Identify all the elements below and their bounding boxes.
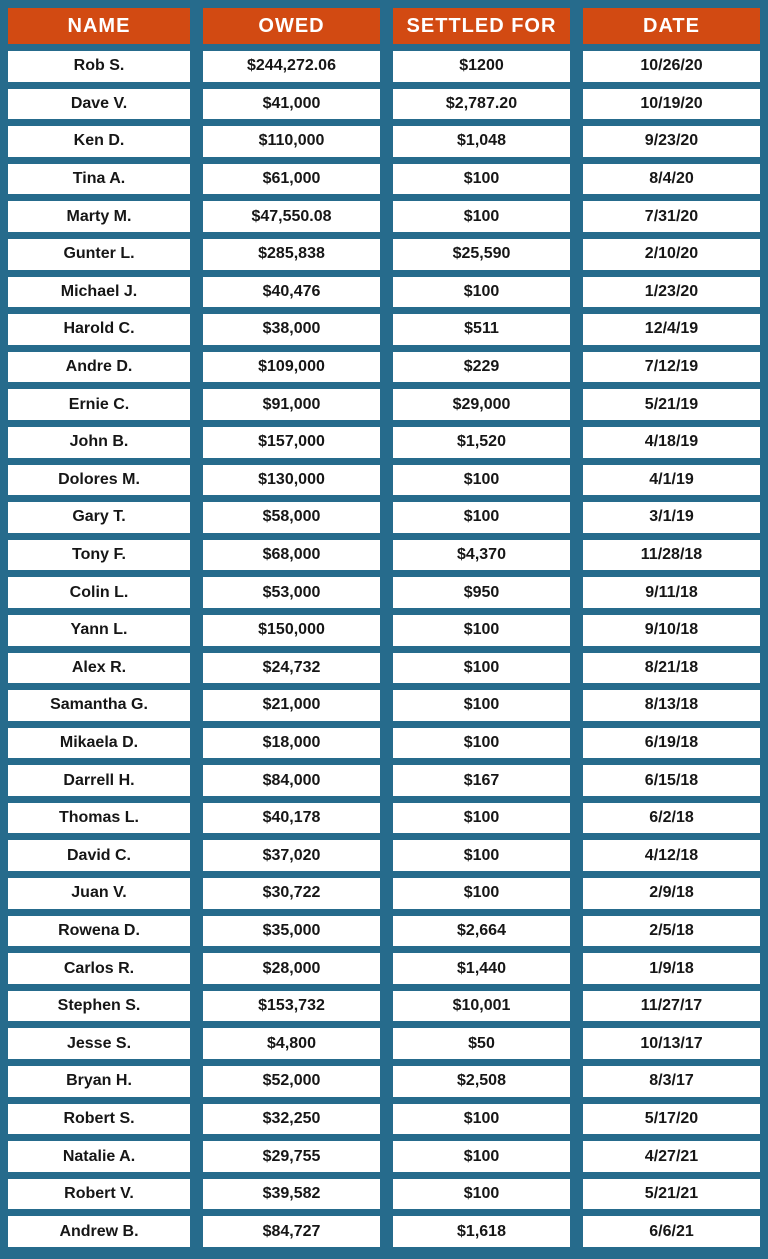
cell-date: 2/5/18 — [583, 916, 760, 947]
cell-name: Bryan H. — [8, 1066, 190, 1097]
cell-owed: $84,727 — [203, 1216, 380, 1247]
cell-name: Tina A. — [8, 164, 190, 195]
cell-owed: $40,476 — [203, 277, 380, 308]
cell-date: 2/10/20 — [583, 239, 760, 270]
cell-name: Thomas L. — [8, 803, 190, 834]
cell-name: Yann L. — [8, 615, 190, 646]
cell-date: 2/9/18 — [583, 878, 760, 909]
cell-owed: $30,722 — [203, 878, 380, 909]
cell-settled-for: $2,664 — [393, 916, 570, 947]
cell-owed: $35,000 — [203, 916, 380, 947]
cell-name: Tony F. — [8, 540, 190, 571]
cell-name: Michael J. — [8, 277, 190, 308]
cell-date: 4/12/18 — [583, 840, 760, 871]
cell-date: 11/28/18 — [583, 540, 760, 571]
cell-owed: $4,800 — [203, 1028, 380, 1059]
cell-name: Mikaela D. — [8, 728, 190, 759]
cell-name: Andre D. — [8, 352, 190, 383]
cell-date: 8/3/17 — [583, 1066, 760, 1097]
cell-owed: $68,000 — [203, 540, 380, 571]
cell-date: 9/23/20 — [583, 126, 760, 157]
cell-settled-for: $100 — [393, 840, 570, 871]
cell-name: Jesse S. — [8, 1028, 190, 1059]
cell-settled-for: $950 — [393, 577, 570, 608]
cell-name: Dolores M. — [8, 465, 190, 496]
cell-date: 6/19/18 — [583, 728, 760, 759]
cell-settled-for: $100 — [393, 615, 570, 646]
cell-date: 6/15/18 — [583, 765, 760, 796]
cell-settled-for: $100 — [393, 1141, 570, 1172]
cell-date: 8/4/20 — [583, 164, 760, 195]
cell-owed: $285,838 — [203, 239, 380, 270]
cell-settled-for: $100 — [393, 1104, 570, 1135]
cell-name: Gary T. — [8, 502, 190, 533]
cell-owed: $91,000 — [203, 389, 380, 420]
cell-date: 7/12/19 — [583, 352, 760, 383]
cell-date: 1/23/20 — [583, 277, 760, 308]
cell-owed: $47,550.08 — [203, 201, 380, 232]
cell-owed: $28,000 — [203, 953, 380, 984]
cell-owed: $157,000 — [203, 427, 380, 458]
cell-settled-for: $10,001 — [393, 991, 570, 1022]
cell-date: 6/2/18 — [583, 803, 760, 834]
cell-owed: $61,000 — [203, 164, 380, 195]
cell-settled-for: $100 — [393, 502, 570, 533]
cell-date: 5/21/19 — [583, 389, 760, 420]
cell-owed: $130,000 — [203, 465, 380, 496]
cell-date: 3/1/19 — [583, 502, 760, 533]
cell-settled-for: $100 — [393, 277, 570, 308]
cell-name: Dave V. — [8, 89, 190, 120]
cell-name: Carlos R. — [8, 953, 190, 984]
cell-name: David C. — [8, 840, 190, 871]
cell-date: 5/21/21 — [583, 1179, 760, 1210]
cell-date: 10/19/20 — [583, 89, 760, 120]
cell-name: Robert S. — [8, 1104, 190, 1135]
cell-owed: $58,000 — [203, 502, 380, 533]
cell-owed: $40,178 — [203, 803, 380, 834]
cell-owed: $39,582 — [203, 1179, 380, 1210]
cell-settled-for: $100 — [393, 728, 570, 759]
cell-date: 10/26/20 — [583, 51, 760, 82]
cell-owed: $37,020 — [203, 840, 380, 871]
cell-name: Rob S. — [8, 51, 190, 82]
cell-date: 8/21/18 — [583, 653, 760, 684]
cell-settled-for: $100 — [393, 803, 570, 834]
cell-date: 7/31/20 — [583, 201, 760, 232]
cell-name: Darrell H. — [8, 765, 190, 796]
cell-owed: $41,000 — [203, 89, 380, 120]
cell-name: Alex R. — [8, 653, 190, 684]
cell-settled-for: $1,048 — [393, 126, 570, 157]
cell-owed: $52,000 — [203, 1066, 380, 1097]
cell-name: Stephen S. — [8, 991, 190, 1022]
cell-settled-for: $100 — [393, 465, 570, 496]
cell-date: 4/1/19 — [583, 465, 760, 496]
cell-settled-for: $511 — [393, 314, 570, 345]
cell-settled-for: $229 — [393, 352, 570, 383]
cell-date: 4/18/19 — [583, 427, 760, 458]
cell-owed: $32,250 — [203, 1104, 380, 1135]
cell-date: 6/6/21 — [583, 1216, 760, 1247]
cell-date: 11/27/17 — [583, 991, 760, 1022]
column-header-owed: OWED — [203, 8, 380, 44]
cell-settled-for: $4,370 — [393, 540, 570, 571]
cell-settled-for: $1200 — [393, 51, 570, 82]
cell-owed: $29,755 — [203, 1141, 380, 1172]
cell-name: Gunter L. — [8, 239, 190, 270]
cell-owed: $150,000 — [203, 615, 380, 646]
cell-name: Rowena D. — [8, 916, 190, 947]
cell-name: Samantha G. — [8, 690, 190, 721]
cell-settled-for: $100 — [393, 164, 570, 195]
cell-settled-for: $1,440 — [393, 953, 570, 984]
cell-owed: $18,000 — [203, 728, 380, 759]
cell-settled-for: $167 — [393, 765, 570, 796]
cell-date: 1/9/18 — [583, 953, 760, 984]
cell-settled-for: $2,508 — [393, 1066, 570, 1097]
cell-settled-for: $1,520 — [393, 427, 570, 458]
cell-settled-for: $25,590 — [393, 239, 570, 270]
cell-owed: $109,000 — [203, 352, 380, 383]
cell-name: Marty M. — [8, 201, 190, 232]
cell-settled-for: $1,618 — [393, 1216, 570, 1247]
cell-owed: $84,000 — [203, 765, 380, 796]
cell-settled-for: $100 — [393, 201, 570, 232]
cell-name: Colin L. — [8, 577, 190, 608]
cell-name: Juan V. — [8, 878, 190, 909]
cell-owed: $38,000 — [203, 314, 380, 345]
column-header-date: DATE — [583, 8, 760, 44]
cell-date: 9/10/18 — [583, 615, 760, 646]
column-header-settled-for: SETTLED FOR — [393, 8, 570, 44]
cell-owed: $21,000 — [203, 690, 380, 721]
cell-settled-for: $100 — [393, 1179, 570, 1210]
cell-name: Robert V. — [8, 1179, 190, 1210]
cell-name: John B. — [8, 427, 190, 458]
cell-date: 10/13/17 — [583, 1028, 760, 1059]
cell-settled-for: $2,787.20 — [393, 89, 570, 120]
cell-owed: $153,732 — [203, 991, 380, 1022]
cell-date: 9/11/18 — [583, 577, 760, 608]
cell-settled-for: $50 — [393, 1028, 570, 1059]
cell-settled-for: $100 — [393, 878, 570, 909]
cell-name: Natalie A. — [8, 1141, 190, 1172]
cell-settled-for: $100 — [393, 690, 570, 721]
cell-date: 8/13/18 — [583, 690, 760, 721]
cell-settled-for: $29,000 — [393, 389, 570, 420]
cell-owed: $24,732 — [203, 653, 380, 684]
cell-name: Ken D. — [8, 126, 190, 157]
cell-date: 12/4/19 — [583, 314, 760, 345]
cell-owed: $110,000 — [203, 126, 380, 157]
cell-date: 4/27/21 — [583, 1141, 760, 1172]
cell-date: 5/17/20 — [583, 1104, 760, 1135]
cell-name: Andrew B. — [8, 1216, 190, 1247]
cell-owed: $244,272.06 — [203, 51, 380, 82]
cell-name: Ernie C. — [8, 389, 190, 420]
cell-settled-for: $100 — [393, 653, 570, 684]
column-header-name: NAME — [8, 8, 190, 44]
cell-owed: $53,000 — [203, 577, 380, 608]
cell-name: Harold C. — [8, 314, 190, 345]
